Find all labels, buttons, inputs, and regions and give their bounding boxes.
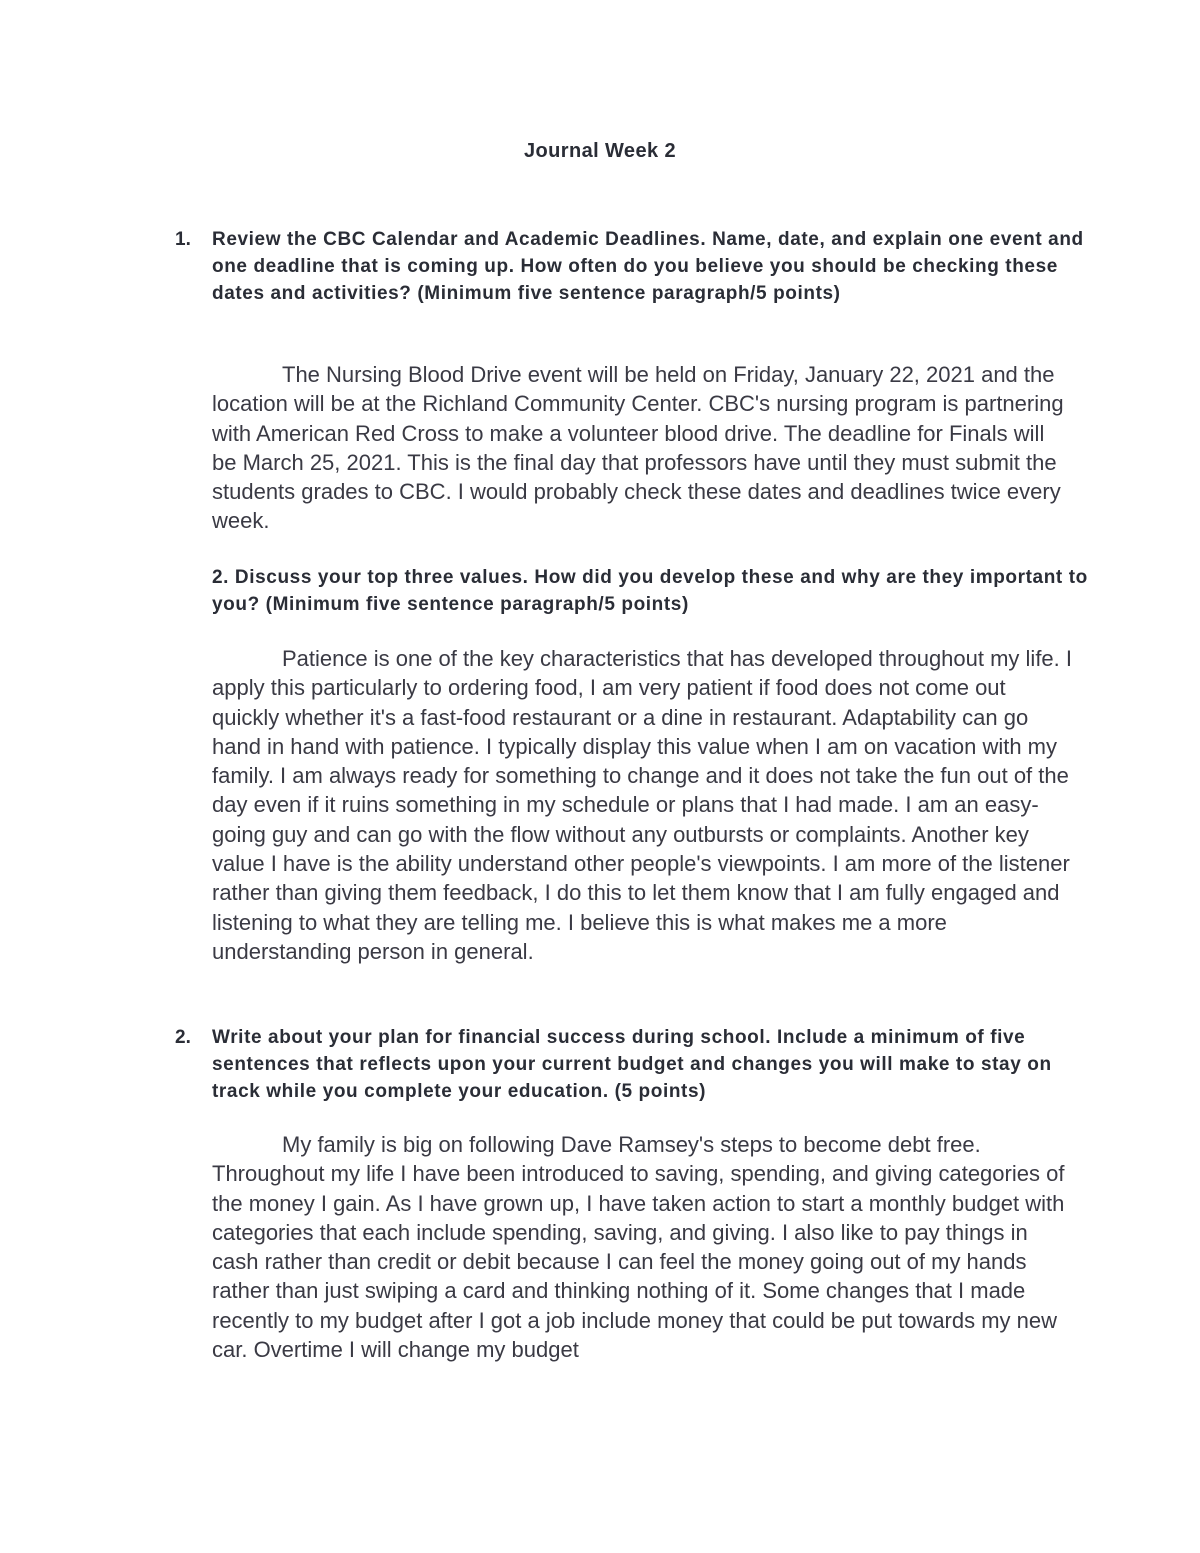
- question-number: 1.: [175, 229, 191, 250]
- answer-text: The Nursing Blood Drive event will be held on Friday, January 22, 2021 and the location will be at the Richland Community Center. CBC's nursing program is partnering with American Red Cross to make a volunteer blood drive. The deadline for Finals will be March 25, 2021. This is the final day that professors have until they must submit the students grades to CBC. I would probably check these dates and deadlines twice every week.: [212, 362, 1064, 534]
- question-prompt: Review the CBC Calendar and Academic Deadlines. Name, date, and explain one event and one deadline that is coming up. How often do you believe you should be checking these dates and activities? (Minimum five sentence paragraph/5 points): [212, 229, 1084, 304]
- answer-paragraph: [212, 644, 1072, 966]
- answer-paragraph: [212, 1130, 1072, 1364]
- question-prompt: Write about your plan for financial success during school. Include a minimum of five sentences that reflects upon your current budget and changes you will make to stay on track while you complete your education. (5 points): [212, 1027, 1052, 1102]
- question-prompt: 2. Discuss your top three values. How did you develop these and why are they important to you? (Minimum five sentence paragraph/5 points): [212, 567, 1088, 615]
- question-number: 2.: [175, 1027, 191, 1048]
- document-title: Journal Week 2: [524, 140, 676, 162]
- answer-paragraph: [212, 360, 1072, 536]
- answer-text: My family is big on following Dave Ramsey's steps to become debt free. Throughout my life I have been introduced to saving, spending, and giving categories of the money I gain. As I have grown up, I have taken action to start a monthly budget with categories that each include spending, saving, and giving. I also like to pay things in cash rather than credit or debit because I can feel the money going out of my hands rather than just swiping a card and thinking nothing of it. Some changes that I made recently to my budget after I got a job include money that could be put towards my new car. Overtime I will change my budget: [212, 1132, 1065, 1363]
- answer-text: Patience is one of the key characteristics that has developed throughout my life. I apply this particularly to ordering food, I am very patient if food does not come out quickly whether it's a fast-food restaurant or a dine in restaurant. Adaptability can go hand in hand with patience. I typically display this value when I am on vacation with my family. I am always ready for something to change and it does not take the fun out of the day even if it ruins something in my schedule or plans that I had made. I am an easy-going guy and can go with the flow without any outbursts or complaints. Another key value I have is the ability understand other people's viewpoints. I am more of the listener rather than giving them feedback, I do this to let them know that I am fully engaged and listening to what they are telling me. I believe this is what makes me a more understanding person in general.: [212, 646, 1073, 964]
